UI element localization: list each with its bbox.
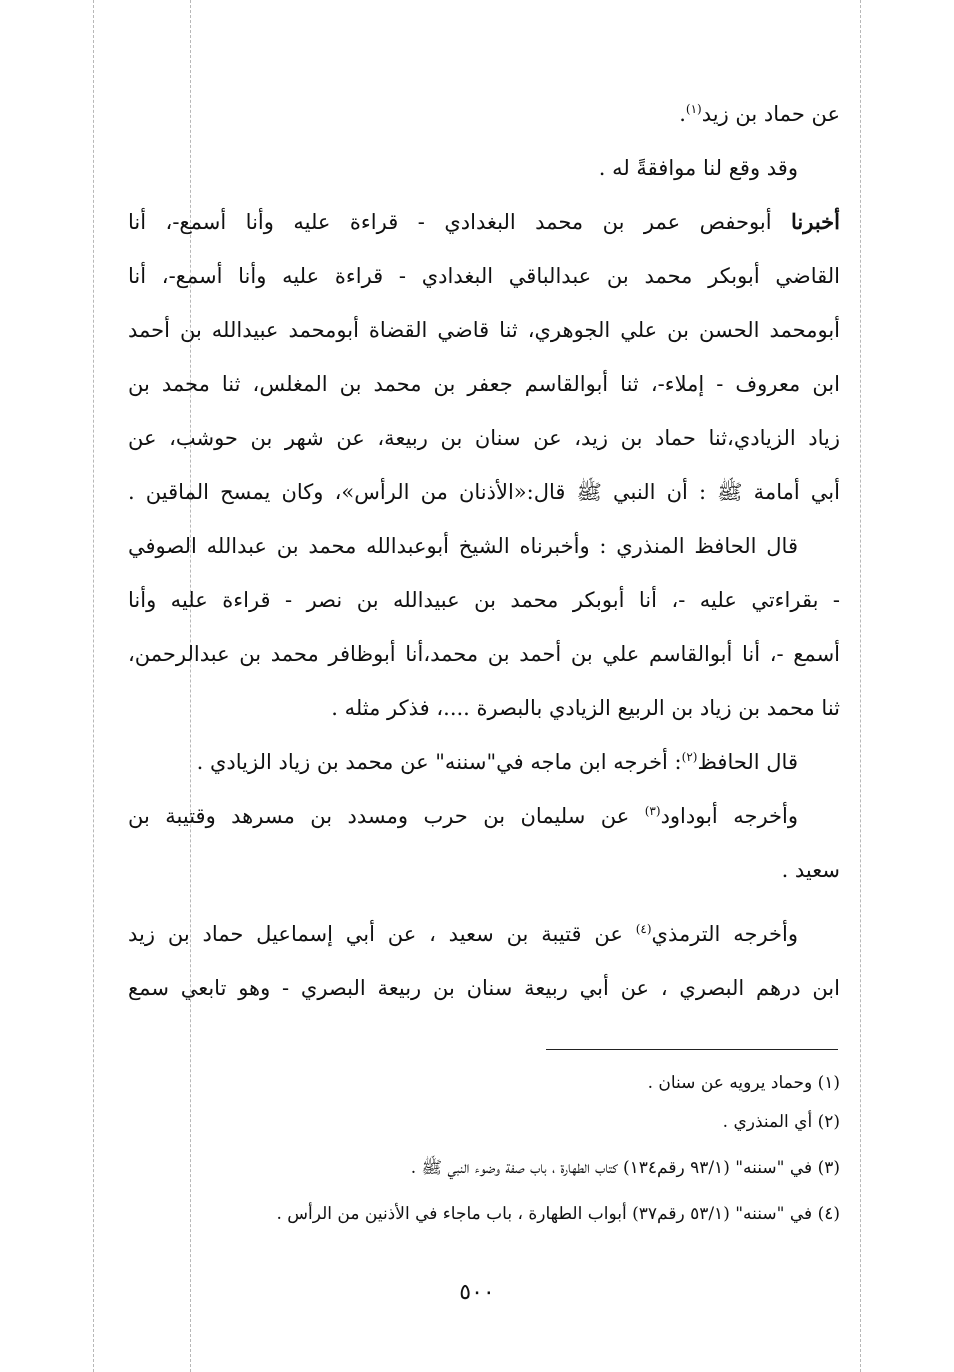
footnote-2: (٢) أي المنذري . (722, 1112, 840, 1132)
page-body (128, 98, 840, 1026)
text-line: قال الحافظ$^{(٢)}$: أخرجه ابن ماجه في"سننه" عن محمد بن زياد الزيادي . (196, 750, 798, 774)
text-line: وأخرجه أبوداود$^{(٣)}$ عن سليمان بن حرب ومسدد بن مسرهد وقتيبة بن (128, 804, 798, 828)
text-line: ابن درهم البصري ، عن أبي ربيعة سنان بن ربيعة البصري - وهو تابعي سمع (128, 976, 840, 1000)
text-line: وقد وقع لنا موافقةً له . (598, 156, 798, 180)
text-line: القاضي أبوبكر محمد بن عبدالباقي البغدادي - قراءة عليه وأنا أسمع-، أنا (128, 264, 840, 288)
hadith-opening-word: أخبرنا (791, 209, 840, 234)
footnote-3: (٣) في "سننه" (٩٣/١ رقم١٣٤) كتاب الطهارة ، باب صفة وضوء النبي ﷺ . (410, 1158, 840, 1178)
footnote-marker: (١) (685, 102, 702, 116)
footnote-4: (٤) في "سننه" (٥٣/١ رقم٣٧) أبواب الطهارة ، باب ماجاء في الأذنين من الرأس . (276, 1204, 840, 1224)
text-line: أسمع -، أنا أبوالقاسم علي بن أحمد بن محمد،أنا أبوظافر محمد بن عبدالرحمن، (128, 642, 840, 666)
text-line: ثنا محمد بن زياد بن الربيع الزيادي بالبصرة ....، فذكر مثله . (331, 696, 840, 720)
scan-guide-line-left (93, 0, 94, 1372)
text-line: أخبرنا أبوحفص عمر بن محمد البغدادي - قراءة عليه وأنا أسمع-، أنا (128, 209, 840, 234)
text-line: عن حماد بن زيد$^{(١)}$. (679, 102, 840, 126)
scan-guide-line-right (860, 0, 861, 1372)
text-line: سعيد . (781, 858, 840, 882)
footnote-marker: (٣) (644, 804, 661, 818)
text-line: ابن معروف - إملاء-، ثنا أبوالقاسم جعفر بن محمد بن المغلس، ثنا محمد بن (128, 372, 840, 396)
text-line: - بقراءتي عليه -، أنا أبوبكر محمد بن عبيدالله بن نصر - قراءة عليه وأنا (128, 588, 840, 612)
text-line: وأخرجه الترمذي$^{(٤)}$ عن قتيبة بن سعيد ، عن أبي إسماعيل حماد بن زيد (128, 922, 798, 946)
page-number: ٥٠٠ (459, 1280, 495, 1305)
text-line: قال الحافظ المنذري : وأخبرناه الشيخ أبوعبدالله محمد بن عبدالله الصوفي (128, 534, 798, 558)
text-line: أبي أمامة ﷺ : أن النبي ﷺ قال:«الأذنان من الرأس»، وكان يمسح الماقين . (128, 480, 840, 504)
footnote-marker: (٢) (681, 750, 698, 764)
footnote-1: (١) وحماد يرويه عن سنان . (647, 1073, 840, 1093)
footnote-separator (546, 1049, 838, 1050)
footnote-marker: (٤) (635, 922, 652, 936)
text-line: زياد الزيادي،ثنا حماد بن زيد، عن سنان بن ربيعة، عن شهر بن حوشب، عن (128, 426, 840, 450)
text-line: أبومحمد الحسن بن علي الجوهري، ثنا قاضي القضاة أبومحمد عبيدالله بن أحمد (128, 318, 840, 342)
